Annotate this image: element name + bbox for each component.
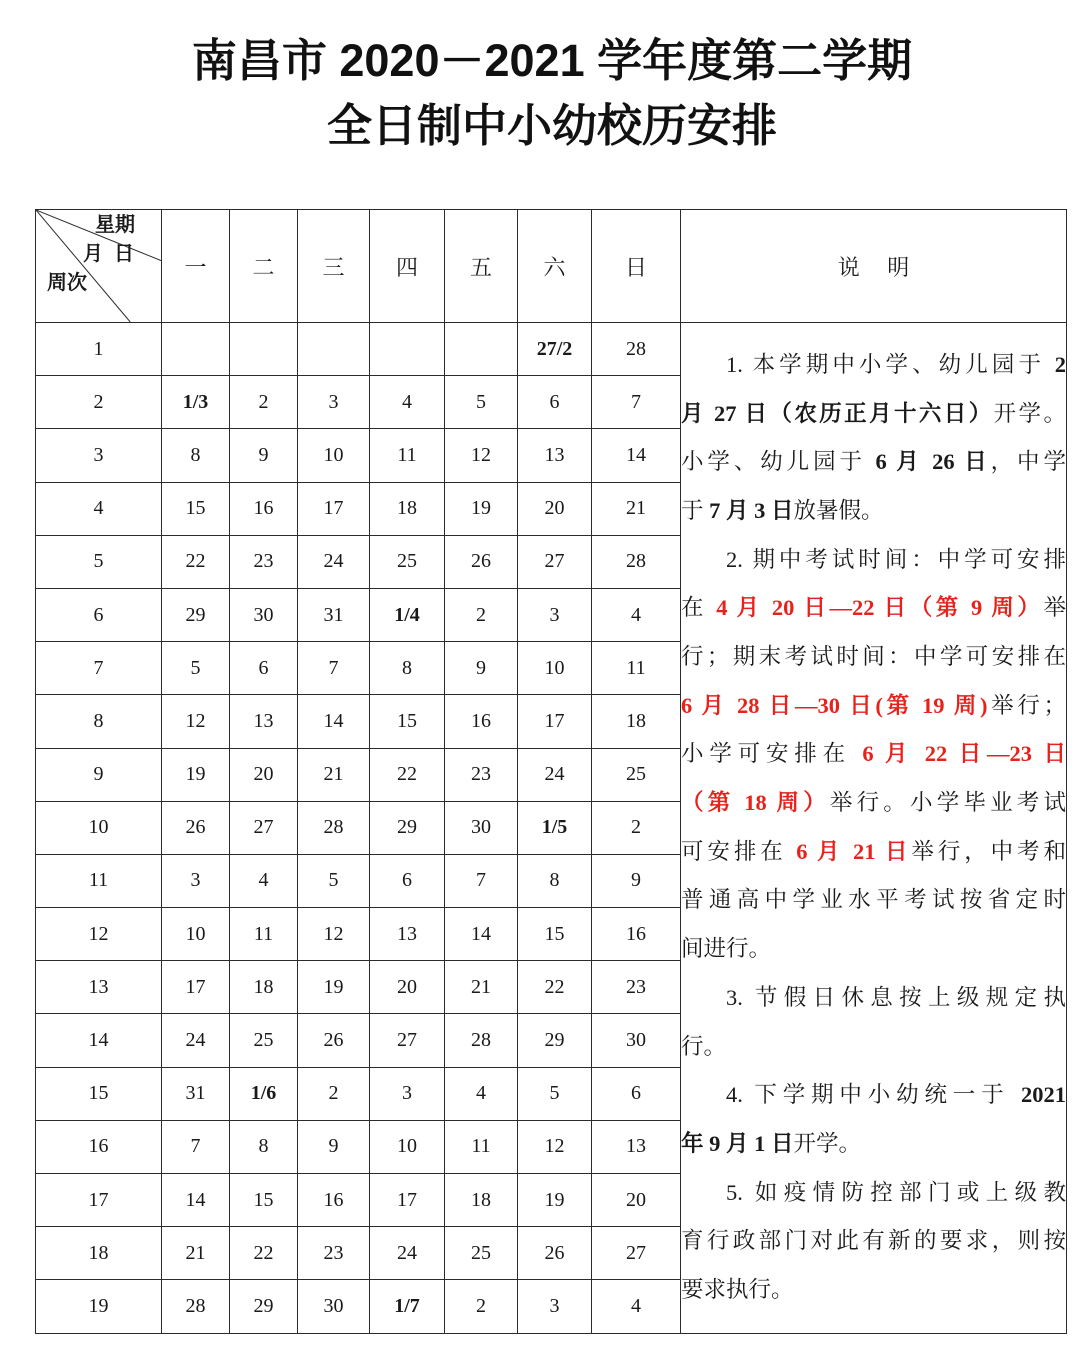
date-cell-tue: 30 [230,588,298,641]
date-cell-sat: 10 [518,642,592,695]
notes-text: 举 [1043,595,1066,621]
date-cell-wed: 14 [298,695,370,748]
date-cell-sun: 13 [592,1120,681,1173]
date-cell-wed: 2 [298,1067,370,1120]
date-cell-thu: 3 [370,1067,445,1120]
date-cell-sun: 25 [592,748,681,801]
notes-cell [681,323,1067,1334]
corner-month-day-label: 月 日 [83,243,134,265]
week-number: 4 [36,482,162,535]
notes-line [681,633,1066,682]
notes-text: 7 月 3 日 [709,497,794,523]
notes-line [681,390,1066,439]
week-number: 2 [36,376,162,429]
notes-line [681,438,1066,487]
notes-line [681,779,1066,828]
date-cell-fri: 21 [445,961,518,1014]
date-cell-thu: 22 [370,748,445,801]
date-cell-fri: 11 [445,1120,518,1173]
weekday-header-fri: 五 [445,210,518,323]
notes-text: 行；期末考试时间：中学可安排在 [681,644,1066,670]
date-cell-thu: 1/7 [370,1280,445,1333]
date-cell-wed: 5 [298,854,370,907]
notes-text: 举行。小学毕业考试 [829,790,1066,816]
title-line-1: 南昌市 2020－2021 学年度第二学期 [191,35,913,86]
notes-line [681,1023,1066,1072]
date-cell-empty [445,323,518,376]
date-cell-mon: 12 [162,695,230,748]
notes-text: 6 月 22 日—23 日 [862,741,1066,767]
date-cell-fri: 16 [445,695,518,748]
date-cell-mon: 21 [162,1227,230,1280]
date-cell-sun: 11 [592,642,681,695]
date-cell-sat: 1/5 [518,801,592,854]
notes-text: 2. 期中考试时间：中学可安排 [726,546,1066,572]
week-number: 1 [36,323,162,376]
notes-line [681,1217,1066,1266]
week-number: 9 [36,748,162,801]
date-cell-tue: 8 [230,1120,298,1173]
notes-line [681,341,1066,390]
date-cell-mon: 8 [162,429,230,482]
weekday-header-sun: 日 [592,210,681,323]
date-cell-thu: 8 [370,642,445,695]
notes-text: 小学、幼儿园于 [681,449,876,475]
date-cell-thu: 27 [370,1014,445,1067]
date-cell-tue: 23 [230,535,298,588]
week-number: 19 [36,1280,162,1333]
notes-line [681,487,1066,536]
week-number: 12 [36,908,162,961]
date-cell-tue: 15 [230,1174,298,1227]
date-cell-wed: 31 [298,588,370,641]
date-cell-tue: 27 [230,801,298,854]
date-cell-sat: 24 [518,748,592,801]
date-cell-tue: 6 [230,642,298,695]
notes-header: 说 明 [681,210,1067,323]
date-cell-sat: 29 [518,1014,592,1067]
date-cell-sat: 5 [518,1067,592,1120]
date-cell-mon: 7 [162,1120,230,1173]
date-cell-mon: 17 [162,961,230,1014]
week-number: 14 [36,1014,162,1067]
header-row [36,210,1067,323]
date-cell-sat: 19 [518,1174,592,1227]
week-number: 17 [36,1174,162,1227]
weekday-header-tue: 二 [230,210,298,323]
date-cell-mon: 28 [162,1280,230,1333]
notes-line [681,925,1066,974]
date-cell-mon: 5 [162,642,230,695]
notes-line [681,1071,1066,1120]
date-cell-sun: 4 [592,1280,681,1333]
date-cell-tue: 4 [230,854,298,907]
notes-text: 4 月 20 日—22 日（第 9 周） [716,595,1044,621]
date-cell-sat: 17 [518,695,592,748]
date-cell-mon: 22 [162,535,230,588]
date-cell-empty [298,323,370,376]
notes-line [681,584,1066,633]
date-cell-mon: 15 [162,482,230,535]
notes-text: 2 [1054,351,1066,377]
date-cell-sat: 8 [518,854,592,907]
date-cell-sat: 27 [518,535,592,588]
notes-text: 在 [681,595,717,621]
date-cell-sat: 6 [518,376,592,429]
date-cell-tue: 13 [230,695,298,748]
notes-text: ，中学 [990,449,1066,475]
school-calendar-table [35,209,1067,1334]
date-cell-fri: 2 [445,1280,518,1333]
title-line-2: 全日制中小幼校历安排 [326,100,777,151]
date-cell-fri: 4 [445,1067,518,1120]
date-cell-mon: 29 [162,588,230,641]
date-cell-thu: 18 [370,482,445,535]
date-cell-wed: 21 [298,748,370,801]
week-number: 8 [36,695,162,748]
date-cell-fri: 14 [445,908,518,961]
date-cell-sun: 18 [592,695,681,748]
date-cell-sat: 3 [518,1280,592,1333]
notes-line [681,730,1066,779]
week-number: 11 [36,854,162,907]
date-cell-wed: 12 [298,908,370,961]
date-cell-sun: 14 [592,429,681,482]
date-cell-sun: 21 [592,482,681,535]
date-cell-thu: 15 [370,695,445,748]
date-cell-mon: 14 [162,1174,230,1227]
corner-week-label: 周次 [47,272,87,294]
date-cell-wed: 26 [298,1014,370,1067]
notes-text: 行。 [681,1033,727,1059]
date-cell-tue: 2 [230,376,298,429]
date-cell-wed: 28 [298,801,370,854]
date-cell-sun: 28 [592,323,681,376]
date-cell-wed: 19 [298,961,370,1014]
date-cell-sun: 2 [592,801,681,854]
date-cell-wed: 24 [298,535,370,588]
date-cell-wed: 10 [298,429,370,482]
notes-line [681,1120,1066,1169]
date-cell-sat: 27/2 [518,323,592,376]
date-cell-sun: 28 [592,535,681,588]
date-cell-wed: 3 [298,376,370,429]
date-cell-sat: 13 [518,429,592,482]
date-cell-thu: 20 [370,961,445,1014]
date-cell-mon: 24 [162,1014,230,1067]
date-cell-thu: 25 [370,535,445,588]
date-cell-wed: 17 [298,482,370,535]
date-cell-tue: 9 [230,429,298,482]
week-number: 5 [36,535,162,588]
date-cell-sun: 9 [592,854,681,907]
date-cell-wed: 16 [298,1174,370,1227]
notes-line [681,828,1066,877]
date-cell-empty [162,323,230,376]
calendar-body [36,323,1067,1334]
notes-text: （第 18 周） [681,790,830,816]
notes-line [681,876,1066,925]
date-cell-thu: 29 [370,801,445,854]
notes-line [681,974,1066,1023]
corner-weekday-label: 星期 [95,214,135,236]
date-cell-thu: 6 [370,854,445,907]
notes-text: 要求执行。 [681,1276,794,1302]
date-cell-mon: 26 [162,801,230,854]
date-cell-fri: 7 [445,854,518,907]
document-title [24,28,1080,158]
notes-text: 于 [681,497,710,523]
notes-text: 举行； [987,692,1066,718]
notes-text: 3. 节假日休息按上级规定执 [726,984,1066,1010]
date-cell-wed: 30 [298,1280,370,1333]
notes-line [681,1169,1066,1218]
date-cell-sun: 23 [592,961,681,1014]
date-cell-tue: 20 [230,748,298,801]
notes-text: 6 月 28 日—30 日(第 19 周) [681,692,988,718]
calendar-row [36,323,1067,376]
date-cell-sun: 27 [592,1227,681,1280]
date-cell-fri: 28 [445,1014,518,1067]
date-cell-thu: 17 [370,1174,445,1227]
notes-line [681,1266,1066,1315]
date-cell-sat: 20 [518,482,592,535]
date-cell-mon: 1/3 [162,376,230,429]
date-cell-wed: 23 [298,1227,370,1280]
notes-text: 育行政部门对此有新的要求，则按 [681,1228,1066,1254]
date-cell-sat: 12 [518,1120,592,1173]
date-cell-thu: 13 [370,908,445,961]
week-number: 16 [36,1120,162,1173]
notes-text: 开学。 [993,400,1066,426]
weekday-header-wed: 三 [298,210,370,323]
date-cell-mon: 3 [162,854,230,907]
week-number: 18 [36,1227,162,1280]
date-cell-sun: 16 [592,908,681,961]
date-cell-fri: 5 [445,376,518,429]
date-cell-tue: 11 [230,908,298,961]
date-cell-thu: 10 [370,1120,445,1173]
date-cell-empty [370,323,445,376]
date-cell-tue: 29 [230,1280,298,1333]
week-number: 13 [36,961,162,1014]
date-cell-empty [230,323,298,376]
notes-text: 可安排在 [681,838,797,864]
notes-text: 间进行。 [681,936,772,962]
date-cell-fri: 25 [445,1227,518,1280]
date-cell-thu: 4 [370,376,445,429]
notes-text: 6 月 26 日 [875,449,991,475]
date-cell-tue: 18 [230,961,298,1014]
date-cell-tue: 1/6 [230,1067,298,1120]
notes-text: 小学可安排在 [681,741,863,767]
notes-text: 年 9 月 1 日 [681,1130,794,1156]
date-cell-sun: 4 [592,588,681,641]
date-cell-fri: 19 [445,482,518,535]
date-cell-fri: 2 [445,588,518,641]
date-cell-sun: 30 [592,1014,681,1067]
weekday-header-thu: 四 [370,210,445,323]
notes-text: 举行，中考和 [911,838,1066,864]
notes-text: 普通高中学业水平考试按省定时 [681,887,1066,913]
date-cell-thu: 24 [370,1227,445,1280]
date-cell-fri: 18 [445,1174,518,1227]
date-cell-sun: 20 [592,1174,681,1227]
date-cell-sat: 26 [518,1227,592,1280]
notes-text: 1. 本学期中小学、幼儿园于 [726,351,1055,377]
date-cell-tue: 22 [230,1227,298,1280]
notes-text: 开学。 [793,1130,862,1156]
notes-text: 放暑假。 [793,497,884,523]
date-cell-mon: 19 [162,748,230,801]
weekday-header-sat: 六 [518,210,592,323]
date-cell-fri: 26 [445,535,518,588]
date-cell-sat: 3 [518,588,592,641]
date-cell-thu: 1/4 [370,588,445,641]
date-cell-mon: 10 [162,908,230,961]
date-cell-wed: 9 [298,1120,370,1173]
date-cell-sun: 7 [592,376,681,429]
date-cell-tue: 16 [230,482,298,535]
notes-text: 2021 [1021,1082,1066,1108]
notes-text: 6 月 21 日 [796,838,912,864]
week-number: 3 [36,429,162,482]
corner-header-cell [36,210,162,323]
date-cell-fri: 12 [445,429,518,482]
date-cell-mon: 31 [162,1067,230,1120]
date-cell-thu: 11 [370,429,445,482]
week-number: 7 [36,642,162,695]
week-number: 10 [36,801,162,854]
week-number: 6 [36,588,162,641]
notes-text: 4. 下学期中小幼统一于 [726,1082,1021,1108]
date-cell-sat: 15 [518,908,592,961]
date-cell-fri: 23 [445,748,518,801]
notes-text: 5. 如疫情防控部门或上级教 [726,1179,1066,1205]
date-cell-fri: 9 [445,642,518,695]
notes-text: 月 27 日（农历正月十六日） [681,400,994,426]
notes-line [681,536,1066,585]
date-cell-sun: 6 [592,1067,681,1120]
date-cell-sat: 22 [518,961,592,1014]
weekday-header-mon: 一 [162,210,230,323]
week-number: 15 [36,1067,162,1120]
notes-line [681,682,1066,731]
date-cell-wed: 7 [298,642,370,695]
date-cell-fri: 30 [445,801,518,854]
date-cell-tue: 25 [230,1014,298,1067]
